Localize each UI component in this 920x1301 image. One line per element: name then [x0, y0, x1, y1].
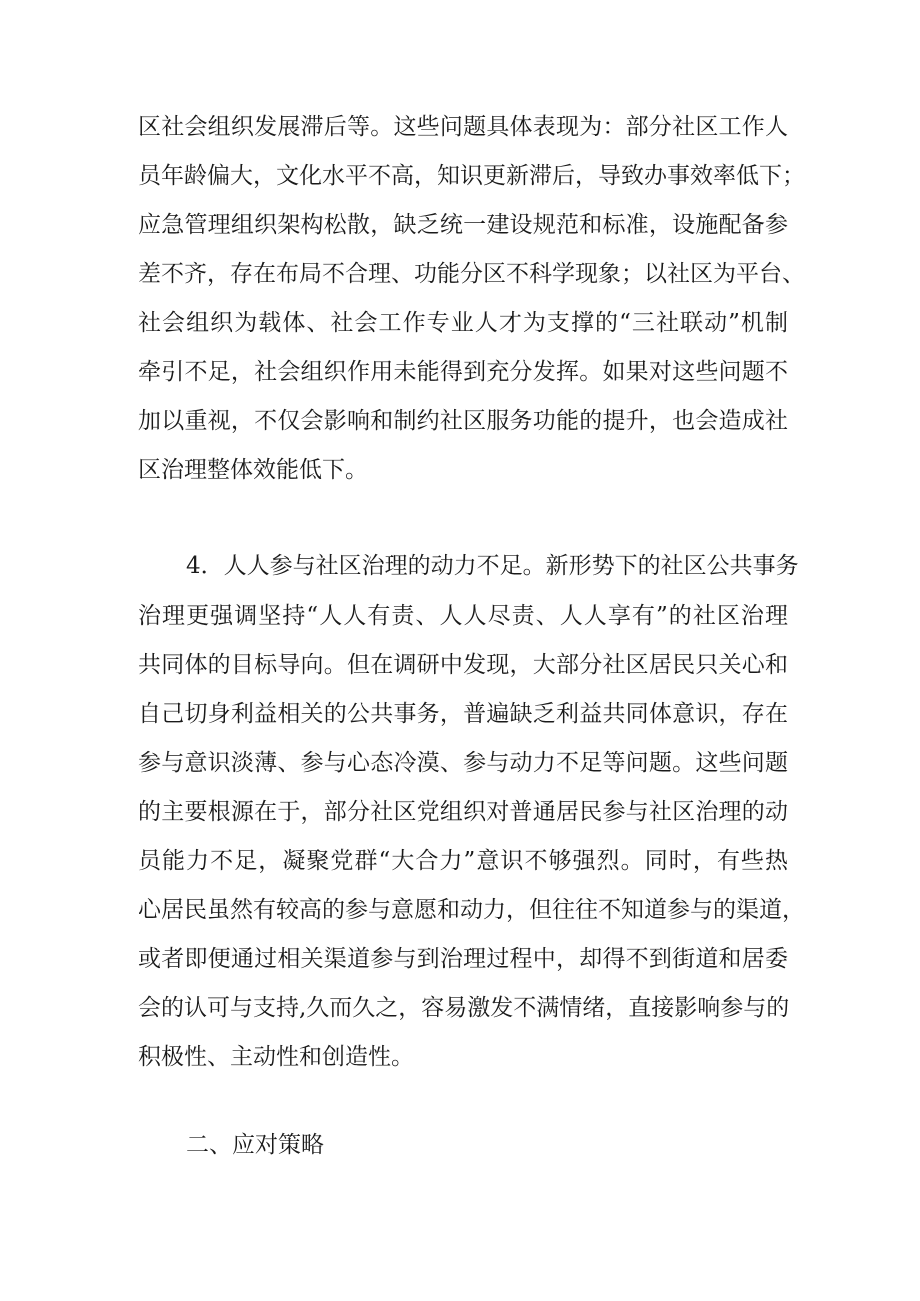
text-line: 差不齐，存在布局不合理、功能分区不科学现象；以社区为平台、: [138, 261, 805, 287]
text-line: 员能力不足，凝聚党群“大合力”意识不够强烈。同时，有些热: [138, 848, 788, 874]
text-line: 应急管理组织架构松散，缺乏统一建设规范和标准，设施配备参: [138, 212, 788, 238]
text-line: 参与意识淡薄、参与心态冷漠、参与动力不足等问题。这些问题: [138, 750, 788, 776]
text-line: 共同体的目标导向。但在调研中发现，大部分社区居民只关心和: [138, 652, 788, 678]
text-line: 员年龄偏大，文化水平不高，知识更新滞后，导致办事效率低下；: [138, 163, 805, 189]
text-line: 心居民虽然有较高的参与意愿和动力，但往往不知道参与的渠道，: [138, 897, 805, 923]
text-line: 治理更强调坚持“人人有责、人人尽责、人人享有”的社区治理: [138, 603, 788, 629]
text-line: 牵引不足，社会组织作用未能得到充分发挥。如果对这些问题不: [138, 359, 788, 385]
text-line: 社会组织为载体、社会工作专业人才为支撑的“三社联动”机制: [138, 310, 788, 336]
text-line: 自己切身利益相关的公共事务，普遍缺乏利益共同体意识，存在: [138, 701, 788, 727]
text-line: 或者即便通过相关渠道参与到治理过程中，却得不到街道和居委: [138, 946, 788, 972]
text-line: 积极性、主动性和创造性。: [138, 1044, 414, 1070]
text-line: 区治理整体效能低下。: [138, 457, 368, 483]
text-line: 区社会组织发展滞后等。这些问题具体表现为：部分社区工作人: [138, 114, 788, 140]
section-heading: 二、应对策略: [186, 1132, 324, 1158]
text-line: 的主要根源在于，部分社区党组织对普通居民参与社区治理的动: [138, 799, 788, 825]
text-line: 4．人人参与社区治理的动力不足。新形势下的社区公共事务: [186, 553, 799, 579]
text-line: 会的认可与支持,久而久之，容易激发不满情绪，直接影响参与的: [138, 995, 790, 1021]
text-line: 加以重视，不仅会影响和制约社区服务功能的提升，也会造成社: [138, 408, 788, 434]
